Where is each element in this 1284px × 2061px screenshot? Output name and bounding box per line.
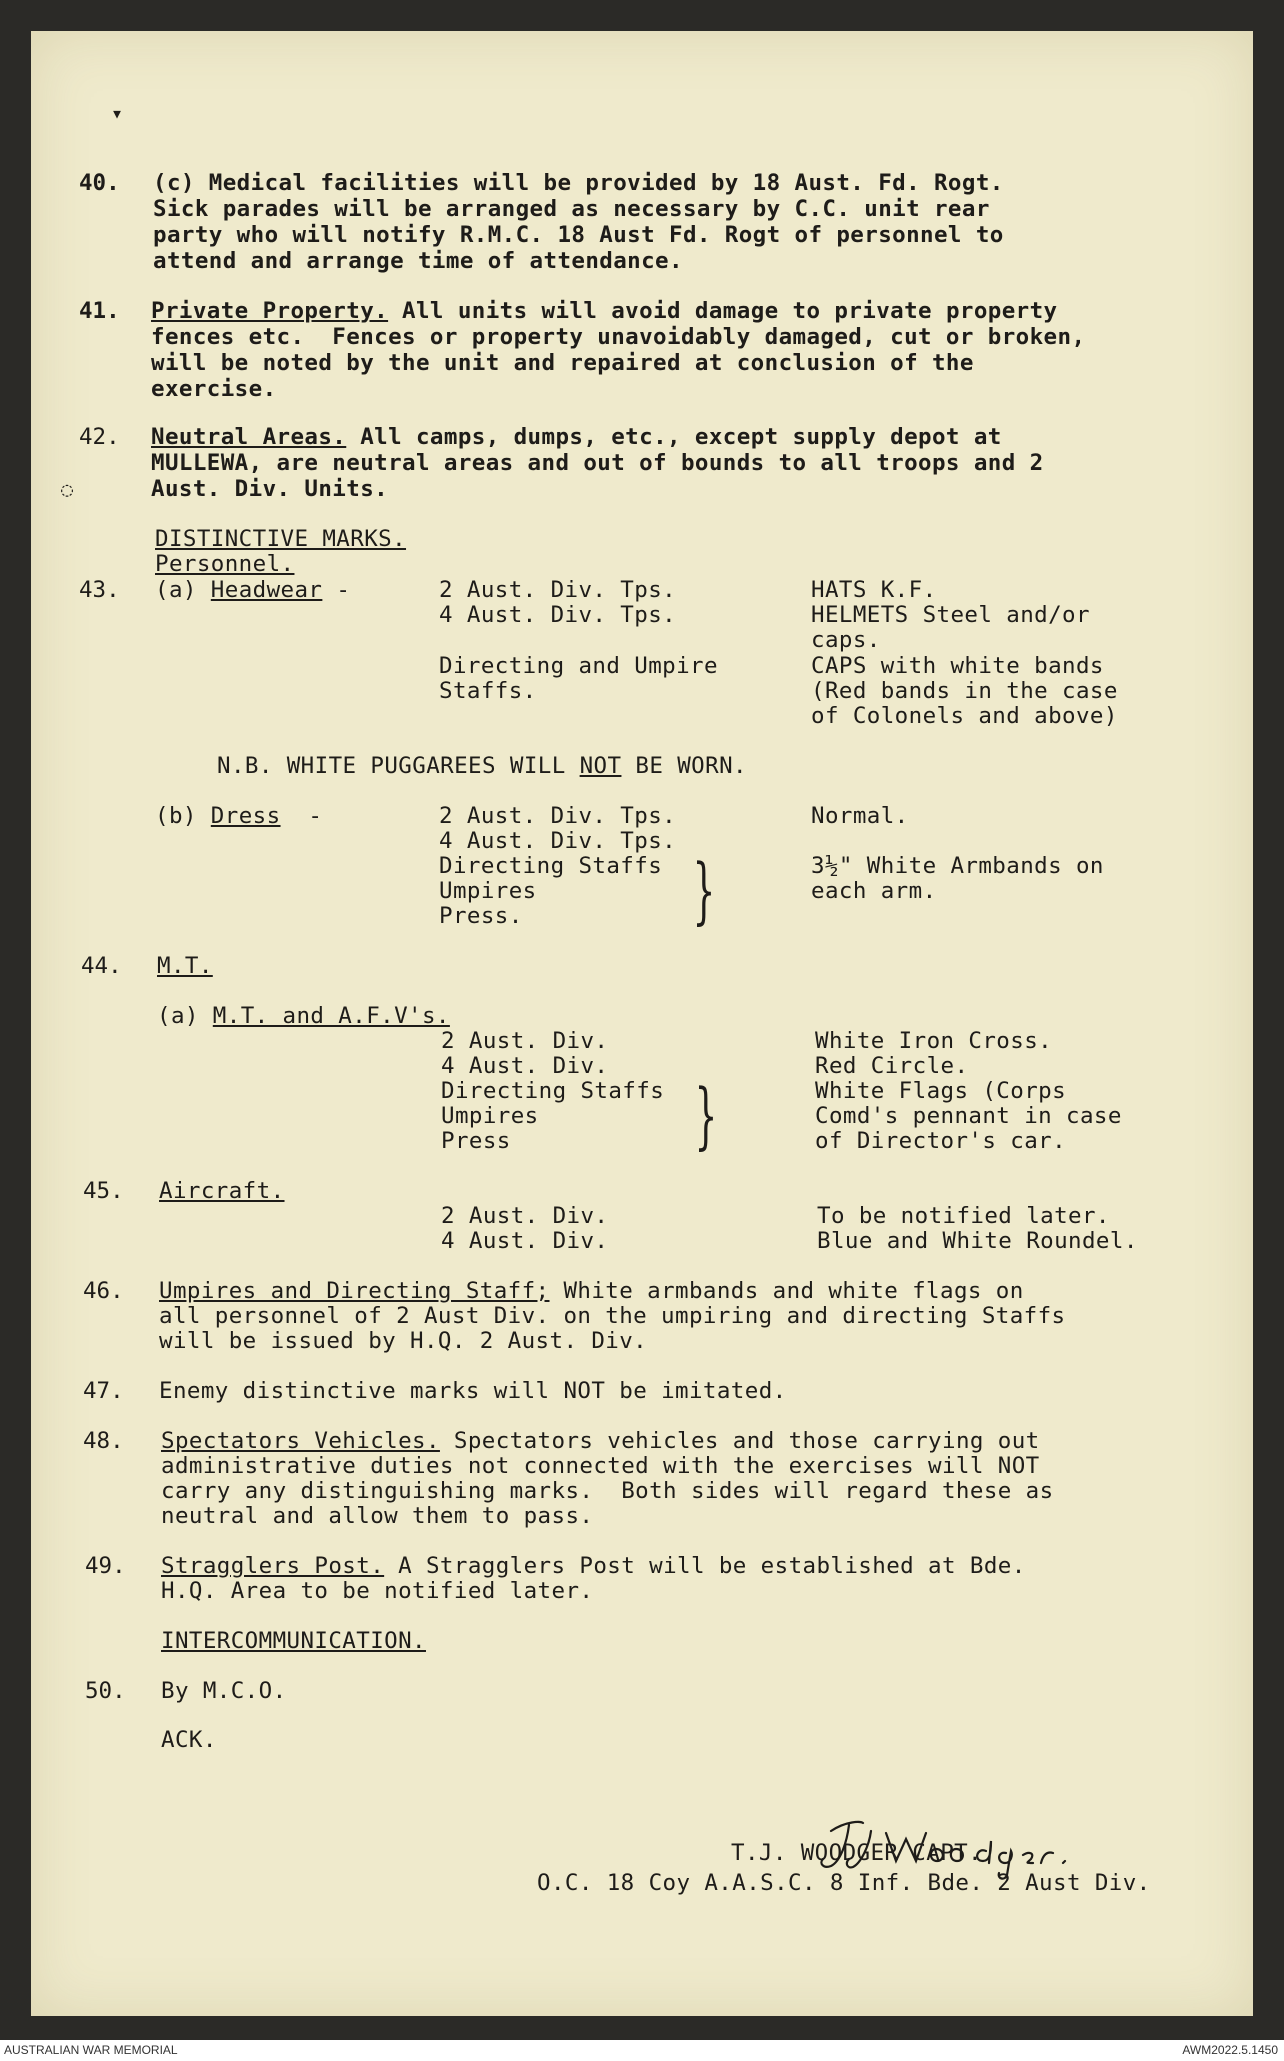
ack-text: ACK. bbox=[161, 1727, 217, 1753]
para-43a-label bbox=[155, 578, 350, 604]
brace: } bbox=[692, 848, 716, 932]
para-49-line-2: H.Q. Area to be notified later. bbox=[161, 1578, 594, 1604]
para-47-post: be imitated. bbox=[605, 1378, 787, 1404]
para-49-heading: Stragglers Post. bbox=[161, 1553, 385, 1579]
para-43a-heading: Headwear bbox=[210, 577, 323, 603]
para-47-pre: Enemy distinctive marks will bbox=[159, 1378, 564, 1404]
para-43b-col2-5: Press. bbox=[439, 903, 523, 929]
para-44-col3-5: of Director's car. bbox=[815, 1128, 1067, 1154]
para-49-line-1-rest: A Stragglers Post will be established at Bde. bbox=[384, 1553, 1026, 1579]
para-48-number: 48. bbox=[83, 1428, 124, 1454]
para-43a-col3-6: of Colonels and above) bbox=[811, 703, 1118, 729]
para-41-line-1-rest: All units will avoid damage to private property bbox=[388, 298, 1058, 324]
para-48-heading: Spectators Vehicles. bbox=[161, 1428, 440, 1454]
para-43a-col3-3: caps. bbox=[811, 627, 881, 653]
para-44-col2-4: Umpires bbox=[441, 1103, 539, 1129]
para-45-col2-2: 4 Aust. Div. bbox=[441, 1228, 609, 1254]
para-48-line-1 bbox=[161, 1429, 1040, 1455]
para-43a-col2-5: Staffs. bbox=[439, 678, 537, 704]
para-48-line-3: carry any distinguishing marks. Both sides will regard these as bbox=[161, 1478, 1054, 1504]
para-46-line-2: all personnel of 2 Aust Div. on the umpiring and directing Staffs bbox=[159, 1303, 1066, 1329]
subheading-personnel: Personnel. bbox=[155, 551, 295, 577]
para-46-line-1-rest: White armbands and white flags on bbox=[549, 1278, 1024, 1304]
para-43a-col3-1: HATS K.F. bbox=[811, 577, 937, 603]
nb-note-not: NOT bbox=[579, 753, 622, 779]
document-page bbox=[31, 31, 1253, 2016]
para-44-col2-1: 2 Aust. Div. bbox=[441, 1028, 609, 1054]
para-43a-col2-4: Directing and Umpire bbox=[439, 653, 718, 679]
para-48-line-4: neutral and allow them to pass. bbox=[161, 1503, 594, 1529]
para-43b-label bbox=[155, 804, 322, 830]
para-43b-col2-3: Directing Staffs bbox=[439, 853, 663, 879]
ink-mark: ◌ bbox=[61, 477, 74, 501]
section-heading-distinctive: DISTINCTIVE MARKS. bbox=[155, 526, 407, 552]
para-40-number: 40. bbox=[79, 170, 120, 196]
para-43b-col3-1: Normal. bbox=[811, 803, 909, 829]
nb-note-post: BE WORN. bbox=[621, 753, 747, 779]
para-48-line-2: administrative duties not connected with the exercises will NOT bbox=[161, 1453, 1040, 1479]
para-44-col3-3: White Flags (Corps bbox=[815, 1078, 1067, 1104]
para-45-col3-1: To be notified later. bbox=[817, 1203, 1110, 1229]
para-42-line-1-rest: All camps, dumps, etc., except supply depot at bbox=[346, 424, 1002, 450]
para-41-line-4: exercise. bbox=[151, 376, 277, 402]
para-43a-col2-2: 4 Aust. Div. Tps. bbox=[439, 602, 677, 628]
para-43b-col2-2: 4 Aust. Div. Tps. bbox=[439, 828, 677, 854]
ink-mark: ▾ bbox=[111, 101, 124, 125]
para-41-line-1 bbox=[151, 299, 1058, 325]
para-43a-prefix: (a) bbox=[155, 577, 211, 603]
para-41-line-2: fences etc. Fences or property unavoidably damaged, cut or broken, bbox=[151, 324, 1086, 350]
section-heading-intercommunication: INTERCOMMUNICATION. bbox=[161, 1628, 426, 1654]
para-43a-col3-4: CAPS with white bands bbox=[811, 653, 1104, 679]
para-44-col3-2: Red Circle. bbox=[815, 1053, 969, 1079]
para-47-not: NOT bbox=[563, 1378, 606, 1404]
para-40-line-1: (c) Medical facilities will be provided by 18 Aust. Fd. Rogt. bbox=[153, 170, 1004, 196]
para-43b-prefix: (b) bbox=[155, 803, 211, 829]
para-46-number: 46. bbox=[83, 1278, 124, 1304]
para-46-line-3: will be issued by H.Q. 2 Aust. Div. bbox=[159, 1328, 648, 1354]
para-42-number: 42. bbox=[79, 424, 120, 450]
para-46-heading: Umpires and Directing Staff; bbox=[159, 1278, 550, 1304]
para-44a-prefix: (a) bbox=[157, 1003, 213, 1029]
para-41-heading: Private Property. bbox=[151, 298, 389, 324]
nb-note bbox=[217, 754, 747, 780]
para-43-number: 43. bbox=[79, 577, 120, 603]
archive-footer bbox=[0, 2040, 1284, 2061]
para-41-number: 41. bbox=[79, 298, 120, 324]
para-44-number: 44. bbox=[81, 953, 122, 979]
para-43a-dash: - bbox=[322, 577, 351, 603]
para-48-line-1-rest: Spectators vehicles and those carrying out bbox=[439, 1428, 1040, 1454]
para-45-heading: Aircraft. bbox=[159, 1178, 285, 1204]
para-45-number: 45. bbox=[83, 1178, 124, 1204]
para-47-text bbox=[159, 1379, 787, 1405]
para-44-col3-1: White Iron Cross. bbox=[815, 1028, 1053, 1054]
para-46-line-1 bbox=[159, 1279, 1024, 1305]
para-42-line-3: Aust. Div. Units. bbox=[151, 476, 389, 502]
footer-source: AUSTRALIAN WAR MEMORIAL bbox=[4, 2043, 178, 2057]
para-43b-col3-3: each arm. bbox=[811, 878, 937, 904]
brace: } bbox=[694, 1073, 718, 1157]
footer-id: AWM2022.5.1450 bbox=[1182, 2043, 1278, 2057]
para-43b-col3-2: 3½" White Armbands on bbox=[811, 853, 1104, 879]
para-43b-col2-4: Umpires bbox=[439, 878, 537, 904]
para-42-heading: Neutral Areas. bbox=[151, 424, 347, 450]
para-50-number: 50. bbox=[85, 1678, 126, 1704]
para-44-col2-2: 4 Aust. Div. bbox=[441, 1053, 609, 1079]
para-49-line-1 bbox=[161, 1554, 1026, 1580]
signature-name: T.J. WOODGER CAPT. bbox=[731, 1840, 983, 1866]
para-44-col2-3: Directing Staffs bbox=[441, 1078, 665, 1104]
para-43a-col3-2: HELMETS Steel and/or bbox=[811, 602, 1090, 628]
para-40-line-3: party who will notify R.M.C. 18 Aust Fd. Rogt of personnel to bbox=[153, 222, 1004, 248]
para-41-line-3: will be noted by the unit and repaired at conclusion of the bbox=[151, 350, 974, 376]
signature-title: O.C. 18 Coy A.A.S.C. 8 Inf. Bde. 2 Aust Div. bbox=[537, 1870, 1151, 1896]
para-40-line-2: Sick parades will be arranged as necessary by C.C. unit rear bbox=[153, 196, 990, 222]
nb-note-pre: N.B. WHITE PUGGAREES WILL bbox=[217, 753, 580, 779]
para-43b-dash: - bbox=[280, 803, 323, 829]
para-44a-heading: M.T. and A.F.V's. bbox=[212, 1003, 450, 1029]
para-44a-label bbox=[157, 1004, 450, 1030]
para-42-line-2: MULLEWA, are neutral areas and out of bounds to all troops and 2 bbox=[151, 450, 1044, 476]
para-49-number: 49. bbox=[85, 1553, 126, 1579]
para-40-line-4: attend and arrange time of attendance. bbox=[153, 248, 683, 274]
para-43a-col2-1: 2 Aust. Div. Tps. bbox=[439, 577, 677, 603]
para-45-col2-1: 2 Aust. Div. bbox=[441, 1203, 609, 1229]
para-42-line-1 bbox=[151, 425, 1002, 451]
para-44-col2-5: Press bbox=[441, 1128, 511, 1154]
para-43b-heading: Dress bbox=[210, 803, 281, 829]
para-45-col3-2: Blue and White Roundel. bbox=[817, 1228, 1138, 1254]
para-44-heading: M.T. bbox=[157, 953, 213, 979]
para-47-number: 47. bbox=[83, 1378, 124, 1404]
para-44-col3-4: Comd's pennant in case bbox=[815, 1103, 1122, 1129]
para-50-text: By M.C.O. bbox=[161, 1678, 287, 1704]
para-43b-col2-1: 2 Aust. Div. Tps. bbox=[439, 803, 677, 829]
para-43a-col3-5: (Red bands in the case bbox=[811, 678, 1118, 704]
